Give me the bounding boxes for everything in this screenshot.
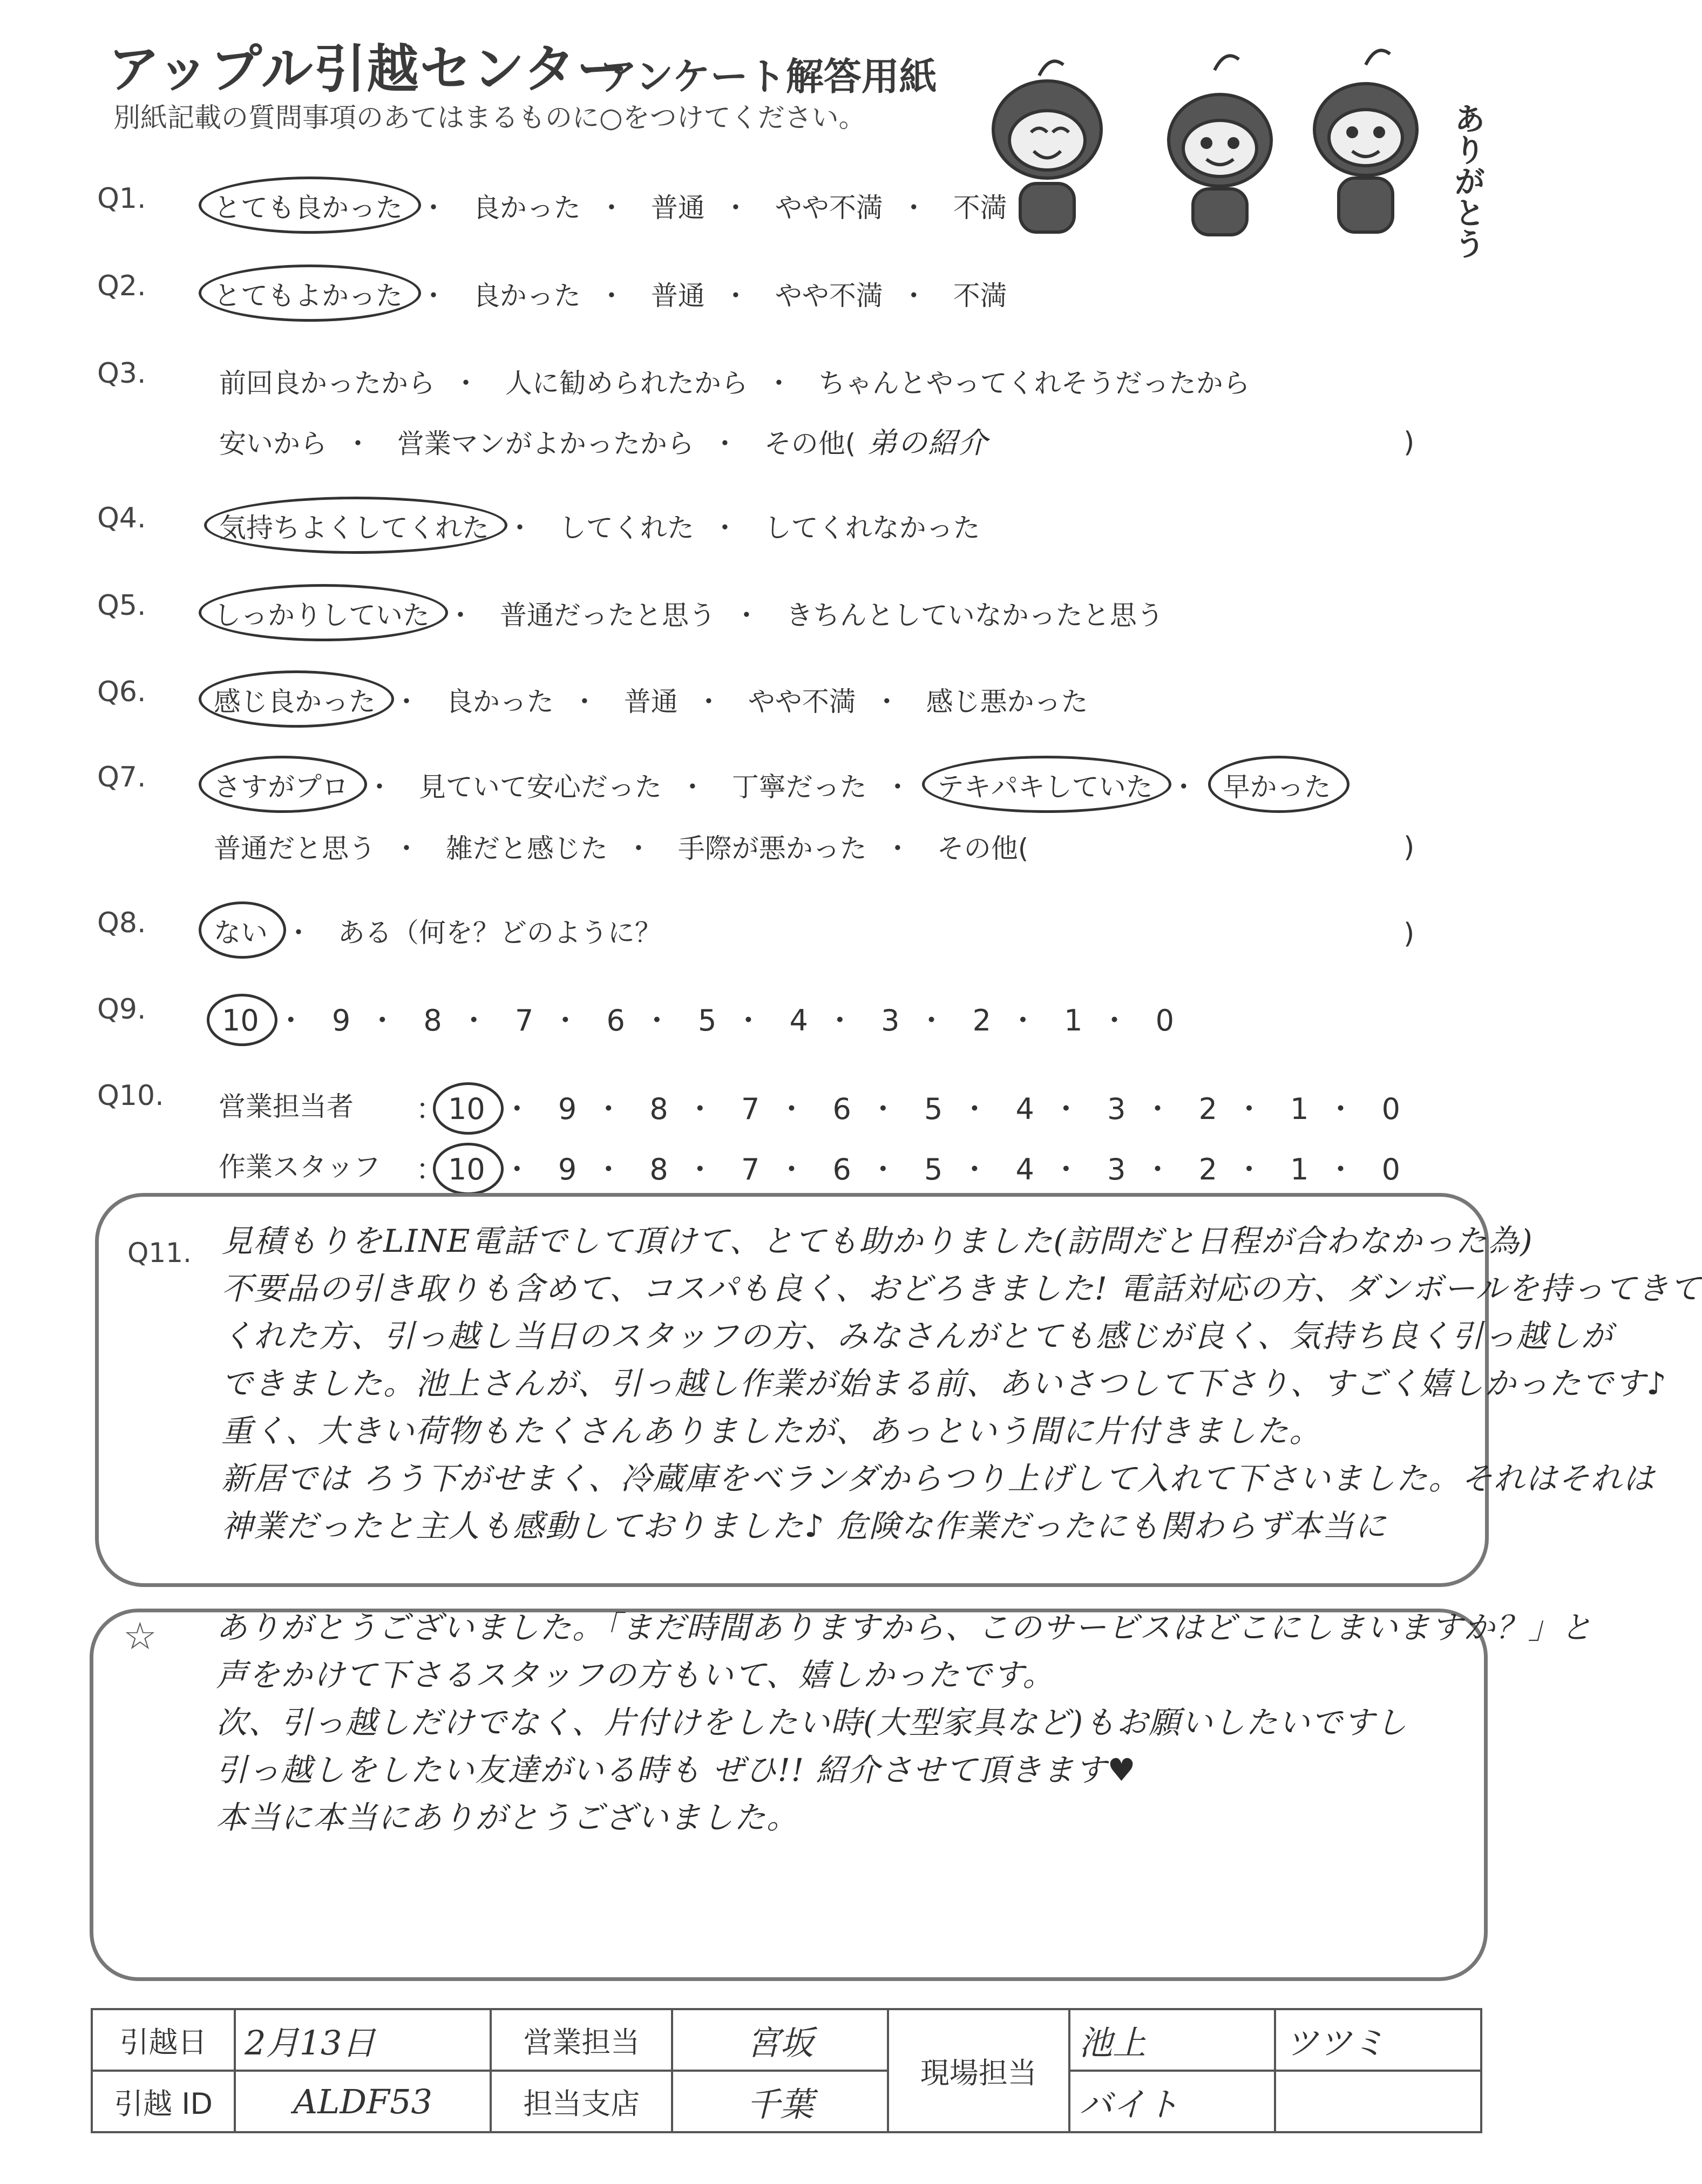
q1-option[interactable]: 普通	[650, 192, 705, 223]
q9-option[interactable]: 4	[789, 1003, 808, 1037]
move-date-label: 引越日	[92, 2009, 235, 2071]
q2-option-selected[interactable]: とてもよかった	[211, 274, 406, 313]
q11-comment-line: くれた方、引っ越し当日のスタッフの方、みなさんがとても感じが良く、気持ち良く引っ越しが	[221, 1318, 1613, 1354]
site-staff-value-empty	[1275, 2071, 1481, 2132]
q9-option[interactable]: 7	[514, 1003, 534, 1037]
q2-option[interactable]: 不満	[953, 280, 1007, 311]
table-row	[92, 2009, 1481, 2071]
instruction-text: 別紙記載の質問事項のあてはまるものに○をつけてください。	[113, 102, 866, 133]
q3-label: Q3.	[97, 357, 146, 390]
thanks-vertical-text: ありがとう	[1449, 103, 1486, 259]
q11-comment-line: 新居では ろう下がせまく、冷蔵庫をベランダからつり上げして入れて下さいました。それはそれは	[221, 1460, 1656, 1497]
q6-option-selected[interactable]: 感じ良かった	[211, 680, 379, 719]
q7-option[interactable]: 見ていて安心だった	[418, 771, 662, 803]
star-icon: ☆	[123, 1614, 157, 1658]
q11-comment-line: 神業だったと主人も感動しておりました♪ 危険な作業だったにも関わらず本当に	[221, 1508, 1387, 1544]
q9-option[interactable]: 3	[881, 1003, 900, 1037]
q2-option[interactable]: やや不満	[775, 280, 883, 311]
branch-label: 担当支店	[491, 2071, 672, 2132]
q3-option[interactable]: 営業マンがよかったから	[397, 428, 694, 459]
q10-sales-option[interactable]: 8	[649, 1092, 668, 1126]
q3-options-line2: 安いから ・ 営業マンがよかったから ・ その他( 弟の紹介	[216, 420, 988, 462]
star-comment-line: 声をかけて下さるスタッフの方もいて、嬉しかったです。	[216, 1657, 1055, 1693]
q7-label: Q7.	[97, 761, 146, 793]
q11-comment-line: 見積もりをLINE電話でして頂けて、とても助かりました(訪問だと日程が合わなかった為)	[221, 1223, 1534, 1259]
q10-sales-option[interactable]: 7	[741, 1092, 760, 1126]
q1-option-selected[interactable]: とても良かった	[211, 186, 406, 225]
q1-option[interactable]: 不満	[953, 192, 1007, 223]
q9-option[interactable]: 9	[331, 1003, 351, 1037]
q9-option[interactable]: 1	[1064, 1003, 1083, 1037]
q7-close-paren: )	[1403, 831, 1415, 864]
q5-label: Q5.	[97, 589, 146, 622]
q10-staff-option[interactable]: 5	[924, 1152, 943, 1186]
q3-close-paren: )	[1403, 426, 1415, 459]
q3-option[interactable]: 人に勧められたから	[505, 368, 748, 399]
site-staff-label: 現場担当	[888, 2009, 1069, 2132]
q3-option[interactable]: 前回良かったから	[219, 368, 435, 399]
q10-staff-options: ： 10 ・ 9 ・ 8 ・ 7 ・ 6 ・ 5 ・ 4 ・ 3 ・ 2 ・ 1 ・ 0	[416, 1147, 1403, 1188]
monkey-mascots-illustration	[988, 49, 1452, 243]
q9-option[interactable]: 2	[972, 1003, 991, 1037]
move-id-label: 引越 ID	[92, 2071, 235, 2132]
q10-staff-option[interactable]: 0	[1381, 1152, 1401, 1186]
survey-subtitle: アンケート解答用紙	[599, 55, 937, 99]
q2-option[interactable]: 良かった	[472, 280, 581, 311]
q10-sales-option[interactable]: 3	[1107, 1092, 1126, 1126]
q10-staff-option[interactable]: 1	[1290, 1152, 1309, 1186]
q3-option[interactable]: ちゃんとやってくれそうだったから	[818, 368, 1250, 399]
sales-rep-value: 宮坂	[672, 2009, 887, 2071]
q9-options: 10 ・ 9 ・ 8 ・ 7 ・ 6 ・ 5 ・ 4 ・ 3 ・ 2 ・ 1 ・ 0	[219, 998, 1177, 1039]
star-comment-line: 引っ越しをしたい友達がいる時も ぜひ!! 紹介させて頂きます♥	[216, 1752, 1137, 1788]
q10-staff-option[interactable]: 4	[1015, 1152, 1034, 1186]
q4-option-selected[interactable]: 気持ちよくしてくれた	[216, 506, 492, 545]
q10-label: Q10.	[97, 1080, 164, 1112]
site-staff-value-3: バイト	[1069, 2071, 1276, 2132]
q6-option[interactable]: 普通	[623, 686, 678, 717]
q6-option[interactable]: 感じ悪かった	[926, 686, 1088, 717]
q9-option[interactable]: 0	[1155, 1003, 1175, 1037]
star-comment-line: 本当に本当にありがとうございました。	[216, 1799, 799, 1836]
q5-option-selected[interactable]: しっかりしていた	[211, 594, 433, 633]
q11-comment-line: 不要品の引き取りも含めて、コスパも良く、おどろきました! 電話対応の方、ダンボールを持ってきて	[221, 1270, 1702, 1307]
q1-options: とても良かった ・ 良かった ・ 普通 ・ やや不満 ・ 不満	[211, 186, 1011, 225]
q6-option[interactable]: 良かった	[445, 686, 554, 717]
q10-staff-option[interactable]: 8	[649, 1152, 668, 1186]
q9-option[interactable]: 8	[423, 1003, 442, 1037]
q2-option[interactable]: 普通	[650, 280, 705, 311]
q10-staff-option[interactable]: 2	[1198, 1152, 1217, 1186]
q7-option[interactable]: 普通だと思う	[214, 833, 376, 864]
q8-option[interactable]: ある（何を？どのように？	[337, 917, 662, 948]
branch-value: 千葉	[672, 2071, 887, 2132]
q6-label: Q6.	[97, 676, 146, 708]
q2-label: Q2.	[97, 270, 146, 302]
q9-option[interactable]: 6	[606, 1003, 625, 1037]
q8-label: Q8.	[97, 907, 146, 939]
q6-option[interactable]: やや不満	[748, 686, 856, 717]
q10-sales-option-selected[interactable]: 10	[445, 1092, 489, 1126]
q9-option-selected[interactable]: 10	[219, 1003, 262, 1037]
q10-sales-options: ： 10 ・ 9 ・ 8 ・ 7 ・ 6 ・ 5 ・ 4 ・ 3 ・ 2 ・ 1 ・ 0	[416, 1086, 1403, 1128]
q11-comment-line: できました。池上さんが、引っ越し作業が始まる前、あいさつして下さり、すごく嬉しかったです♪	[221, 1365, 1668, 1402]
q11-comment-line: 重く、大きい荷物もたくさんありましたが、あっという間に片付きました。	[221, 1413, 1322, 1449]
q10-staff-option[interactable]: 6	[832, 1152, 851, 1186]
q7-option[interactable]: 雑だと感じた	[445, 833, 608, 864]
site-staff-value-2: ツツミ	[1275, 2009, 1481, 2071]
q4-option[interactable]: してくれなかった	[764, 512, 980, 544]
q4-label: Q4.	[97, 502, 146, 534]
q7-option-selected[interactable]: テキパキしていた	[934, 765, 1156, 804]
q5-option[interactable]: 普通だったと思う	[499, 600, 716, 631]
q10-staff-option[interactable]: 7	[741, 1152, 760, 1186]
q10-staff-option-selected[interactable]: 10	[445, 1152, 489, 1186]
q3-option[interactable]: 安いから	[219, 428, 327, 459]
q10-sales-option[interactable]: 0	[1381, 1092, 1401, 1126]
q10-sales-option[interactable]: 1	[1290, 1092, 1309, 1126]
q10-staff-option[interactable]: 3	[1107, 1152, 1126, 1186]
q4-options: 気持ちよくしてくれた ・ してくれた ・ してくれなかった	[216, 506, 984, 545]
q7-options-line1: さすがプロ ・ 見ていて安心だった ・ 丁寧だった ・ テキパキしていた ・ 早かった	[211, 765, 1334, 804]
q1-option[interactable]: 良かった	[472, 192, 581, 223]
sales-rep-label: 営業担当	[491, 2009, 672, 2071]
q10-staff-option[interactable]: 9	[558, 1152, 577, 1186]
q7-option-other[interactable]: その他(	[937, 833, 1029, 864]
q2-options: とてもよかった ・ 良かった ・ 普通 ・ やや不満 ・ 不満	[211, 274, 1011, 313]
q7-options-line2: 普通だと思う ・ 雑だと感じた ・ 手際が悪かった ・ その他(	[211, 827, 1032, 866]
q7-option[interactable]: 丁寧だった	[731, 771, 867, 803]
move-id-value: ALDF53	[235, 2071, 491, 2132]
q7-option-selected[interactable]: さすがプロ	[211, 765, 352, 804]
q8-close-paren: )	[1403, 918, 1415, 950]
q3-option-other[interactable]: その他(	[764, 428, 856, 459]
move-date-value: 2月13日	[235, 2009, 491, 2071]
q10-sales-option[interactable]: 5	[924, 1092, 943, 1126]
table-row	[92, 2071, 1481, 2132]
q10-staff-label: 作業スタッフ	[219, 1151, 381, 1183]
q9-label: Q9.	[97, 993, 146, 1026]
q11-label: Q11.	[127, 1237, 192, 1269]
move-info-table	[91, 2008, 1482, 2133]
q1-option[interactable]: やや不満	[775, 192, 883, 223]
q7-option-selected[interactable]: 早かった	[1220, 765, 1334, 804]
q10-sales-option[interactable]: 6	[832, 1092, 851, 1126]
q1-label: Q1.	[97, 182, 146, 215]
q8-options: ない ・ ある（何を？どのように？	[211, 911, 665, 950]
star-comment-line: 次、引っ越しだけでなく、片付けをしたい時(大型家具など)もお願いしたいですし	[216, 1704, 1408, 1741]
q7-option[interactable]: 手際が悪かった	[677, 833, 867, 864]
survey-title: アップル引越センター	[108, 39, 629, 99]
site-staff-value-1: 池上	[1069, 2009, 1276, 2071]
q10-sales-option[interactable]: 2	[1198, 1092, 1217, 1126]
q10-sales-option[interactable]: 9	[558, 1092, 577, 1126]
q4-option[interactable]: してくれた	[559, 512, 694, 544]
q5-option[interactable]: きちんとしていなかったと思う	[785, 600, 1164, 631]
q10-sales-label: 営業担当者	[219, 1091, 354, 1122]
star-comment-line: ありがとうございました。「まだ時間ありますから、このサービスはどこにしまいますか？」と	[216, 1609, 1593, 1646]
q9-option[interactable]: 5	[698, 1003, 717, 1037]
q10-sales-option[interactable]: 4	[1015, 1092, 1034, 1126]
q5-options: しっかりしていた ・ 普通だったと思う ・ きちんとしていなかったと思う	[211, 594, 1167, 633]
q3-options-line1: 前回良かったから ・ 人に勧められたから ・ ちゃんとやってくれそうだったから	[216, 362, 1253, 401]
q8-option-selected[interactable]: ない	[211, 911, 271, 950]
q6-options: 感じ良かった ・ 良かった ・ 普通 ・ やや不満 ・ 感じ悪かった	[211, 680, 1091, 719]
q3-other-handwritten: 弟の紹介	[867, 426, 989, 460]
